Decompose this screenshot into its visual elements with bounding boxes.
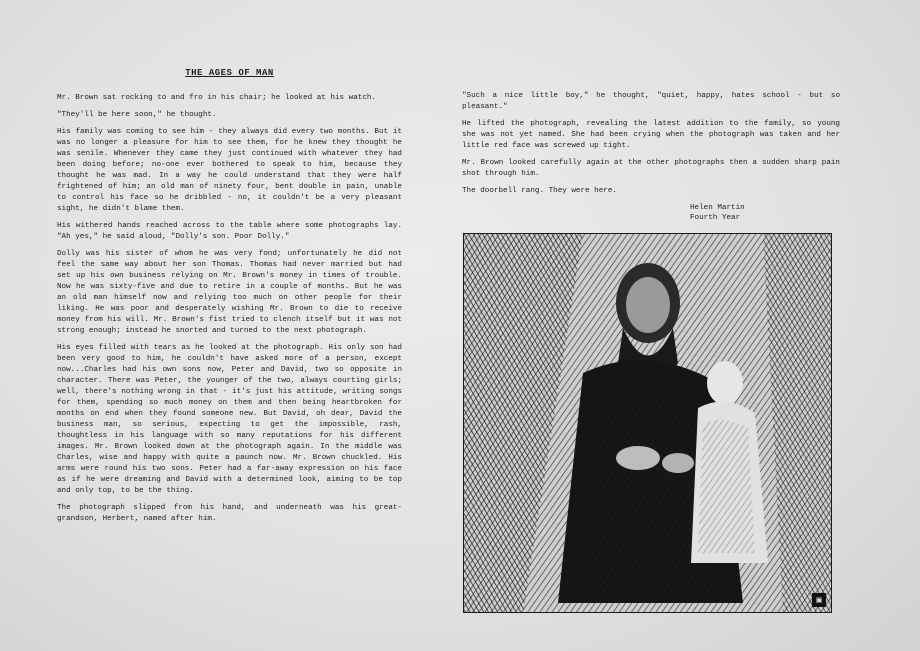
paragraph: The doorbell rang. They were here. [462, 187, 617, 195]
paragraph: His family was coming to see him - they always did every two months. But it was no longer a pleasure for him to see them, for he knew they thought he was senile. Whenever they came they just continued with whatever they had been doing before; no-one ever bothered to speak to him, because they thought he was mad. In a way he could understand that they were half frightened of him; an old man of ninety four, bent double in pain, unable to control his face so he dribbled - no, it couldn't be a very pleasant sight, he didn't blame them. [57, 128, 402, 213]
story-title: THE AGES OF MAN [185, 68, 274, 78]
signature-block [690, 203, 840, 223]
paragraph: His eyes filled with tears as he looked at the photograph. His only son had been very good to him, he couldn't have asked more of a person, except now...Charles had his own sons now, Peter and David, two so opposite in character. There was Peter, the younger of the two, always courting girls; well, there's nothing wrong in that - it's just his attitude, writing songs for them, spending so much money on them and then being heartbroken for months on end when they found someone new. But David, oh dear, David the business man, so serious, expecting to get the impossible, rash, thoughtless in his language with so many reputations for his different images. Mr. Brown looked down at the photograph again. In the middle was Charles, wise and happy with quite a paunch now. Mr. Brown chuckled. His arms were round his two sons. Peter had a far-away expression on his face as if he were dreaming and David with a determined look, aiming to be top and only top, to be the thing. [57, 344, 402, 495]
paragraph: His withered hands reached across to the table where some photographs lay. "Ah yes," he said aloud, "Dolly's son. Poor Dolly." [57, 222, 402, 241]
paragraph: Mr. Brown looked carefully again at the other photographs then a sudden sharp pain shot through him. [462, 159, 840, 178]
ink-illustration [463, 233, 832, 613]
right-column [462, 91, 840, 223]
paragraph: "Such a nice little boy," he thought, "quiet, happy, hates school - but so pleasant." [462, 92, 840, 111]
paragraph: "They'll be here soon," he thought. [57, 111, 217, 119]
paragraph: The photograph slipped from his hand, and underneath was his great-grandson, Herbert, named after him. [57, 504, 402, 523]
illustration-drawing [463, 233, 832, 613]
paragraph: He lifted the photograph, revealing the latest addition to the family, so young she was not yet named. She had been crying when the photograph was taken and her little red face was screwed up tight. [462, 120, 840, 150]
artist-monogram: ▣ [812, 593, 826, 607]
paragraph: Dolly was his sister of whom he was very fond; unfortunately he did not feel the same way about her son Thomas. Thomas had never married but had set up his own business relying on Mr. Brown's money in times of trouble. Now he was sixty-five and due to retire in a couple of months. But he was an old man himself now and relying too much on other people for their liking. He was poor and desperately wishing Mr. Brown to die to receive money from his will. Mr. Brown's fist tried to clench itself but it was not strong enough; instead he snorted and turned to the next photograph. [57, 250, 402, 335]
paragraph: Mr. Brown sat rocking to and fro in his chair; he looked at his watch. [57, 94, 376, 102]
author-name: Helen Martin [690, 204, 745, 212]
left-column [57, 68, 402, 531]
author-year: Fourth Year [690, 214, 741, 222]
